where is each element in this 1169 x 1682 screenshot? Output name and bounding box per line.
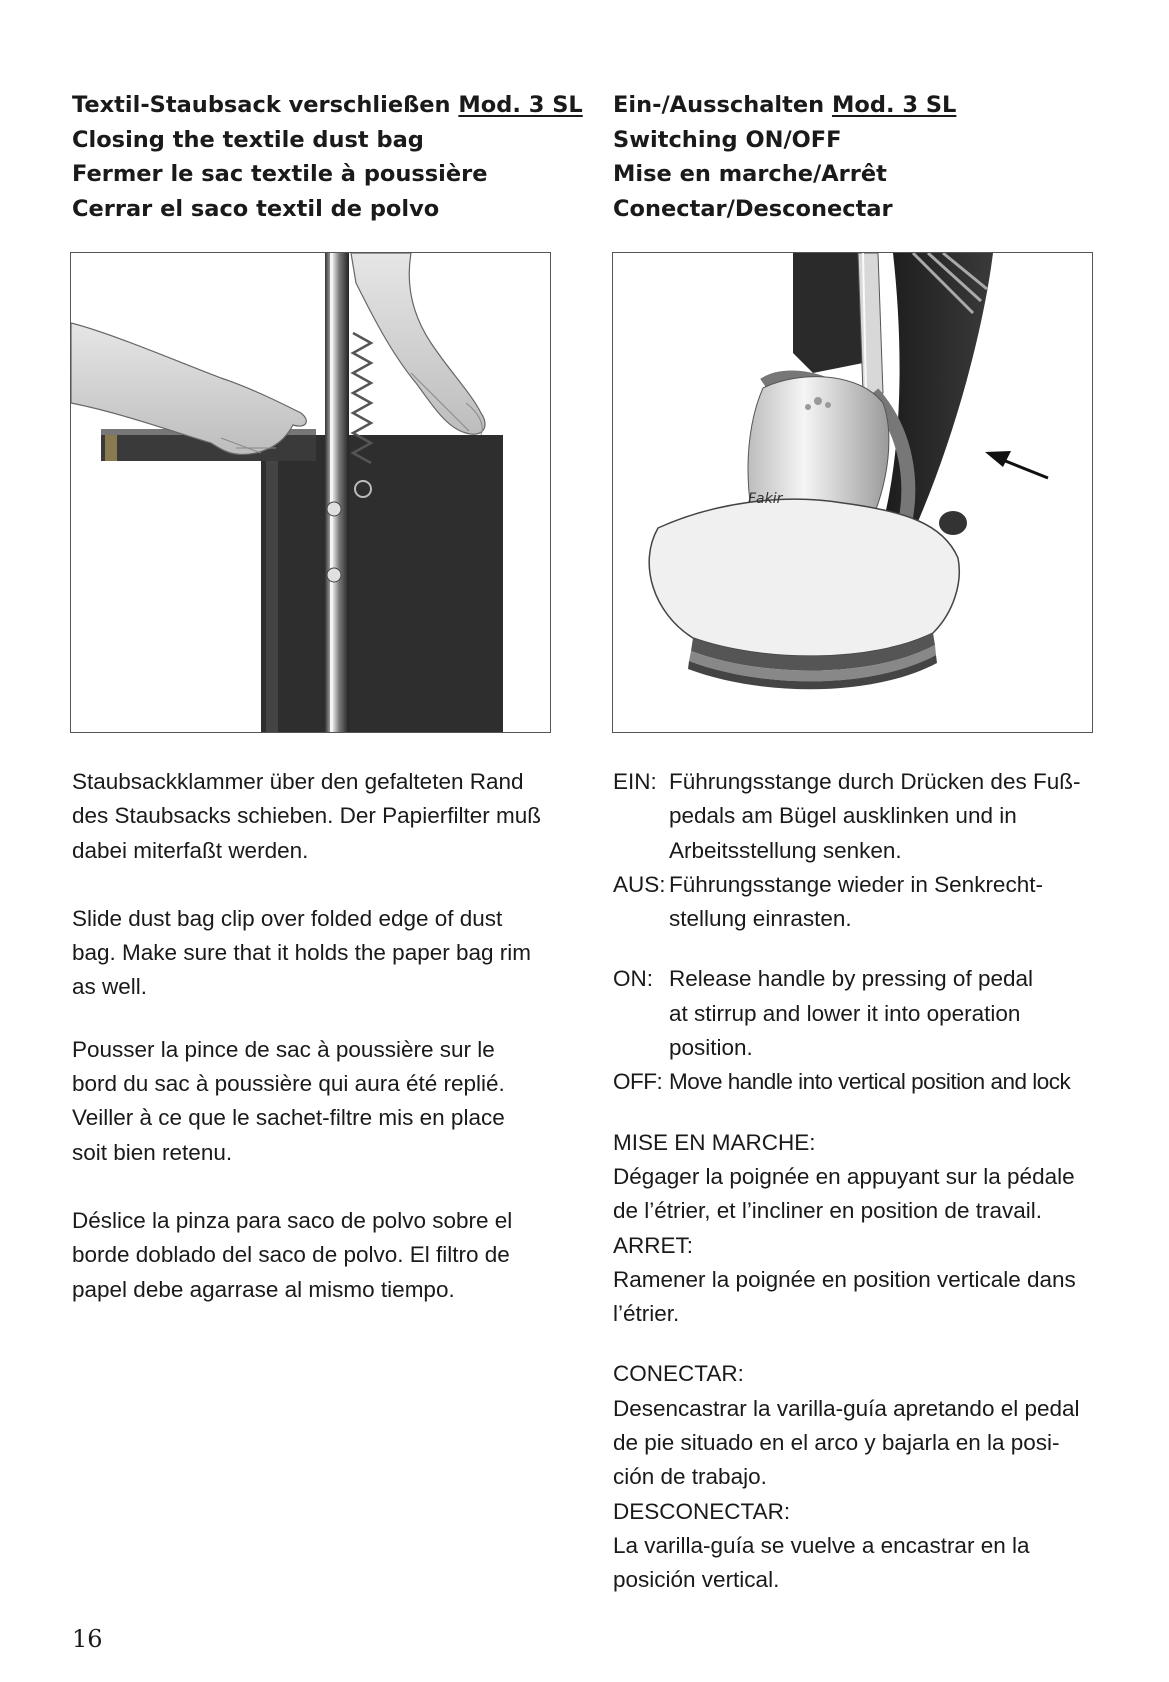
vacuum-pedal-illustration — [612, 252, 1093, 733]
fr-on-text: Dégager la poignée en appuyant sur la pédale de l’étrier, et l’incliner en position de travail. — [613, 1163, 1075, 1224]
right-heading-line-2: Switching ON/OFF — [613, 126, 842, 153]
left-heading-line-1: Textil-Staubsack verschließen Mod. 3 SL — [72, 92, 583, 118]
instruction-fr: Pousser la pince de sac à poussière sur le bord du sac à poussière qui aura été replié. Veiller à ce que le sachet-filtre mis en place soit bien retenu. — [72, 1036, 505, 1165]
en-off-entry: OFF: Move handle into vertical position and lock — [613, 1069, 1071, 1095]
right-heading-line-3: Mise en marche/Arrêt — [613, 161, 887, 187]
right-heading — [613, 88, 1113, 226]
de-off-entry: AUS: Führungsstange wieder in Senkrecht- stellung einrasten. — [613, 871, 1043, 932]
model-label: Mod. 3 SL — [832, 92, 957, 118]
es-off-label: DESCONECTAR: — [613, 1498, 791, 1524]
instruction-en: Slide dust bag clip over folded edge of dust bag. Make sure that it holds the paper bag rim as well. — [72, 905, 532, 1000]
left-heading-line-2: Closing the textile dust bag — [72, 126, 424, 153]
page-number: 16 — [72, 1625, 103, 1653]
left-heading-line-3: Fermer le sac textile à poussière — [72, 161, 488, 187]
es-on-text: Desencastrar la varilla-guía apretando el pedal de pie situado en el arco y bajarla en la posi- ción de trabajo. — [613, 1395, 1080, 1490]
fr-on-label: MISE EN MARCHE: — [613, 1129, 816, 1155]
left-heading — [72, 88, 583, 226]
fr-block — [613, 1126, 1113, 1332]
left-instructions — [72, 765, 572, 1307]
dust-bag-clip-illustration — [70, 252, 551, 733]
fr-off-label: ARRET: — [613, 1232, 694, 1258]
left-heading-line-4: Cerrar el saco textil de polvo — [72, 195, 440, 222]
instruction-de: Staubsackklammer über den gefalteten Rand des Staubsacks schieben. Der Papierfilter muß dabei miterfaßt werden. — [72, 769, 541, 863]
fr-off-text: Ramener la poignée en position verticale dans l’étrier. — [613, 1266, 1076, 1327]
es-block — [613, 1357, 1113, 1597]
fakir-logo: Fakir — [748, 491, 783, 507]
instruction-es: Déslice la pinza para saco de polvo sobre el borde doblado del saco de polvo. El filtro de papel debe agarrase al mismo tiempo. — [72, 1207, 513, 1302]
right-heading-line-1: Ein-/Ausschalten Mod. 3 SL — [613, 92, 957, 118]
right-heading-line-4: Conectar/Desconectar — [613, 195, 893, 222]
es-off-text: La varilla-guía se vuelve a encastrar en la posición vertical. — [613, 1532, 1030, 1593]
model-label: Mod. 3 SL — [458, 92, 583, 118]
de-on-entry: EIN: Führungsstange durch Drücken des Fuß- pedals am Bügel ausklinken und in Arbeitsstellung senken. — [613, 769, 1081, 863]
right-instructions — [613, 765, 1113, 1598]
es-on-label: CONECTAR: — [613, 1361, 744, 1387]
en-on-entry: ON: Release handle by pressing of pedal at stirrup and lower it into operation position. — [613, 966, 1033, 1061]
